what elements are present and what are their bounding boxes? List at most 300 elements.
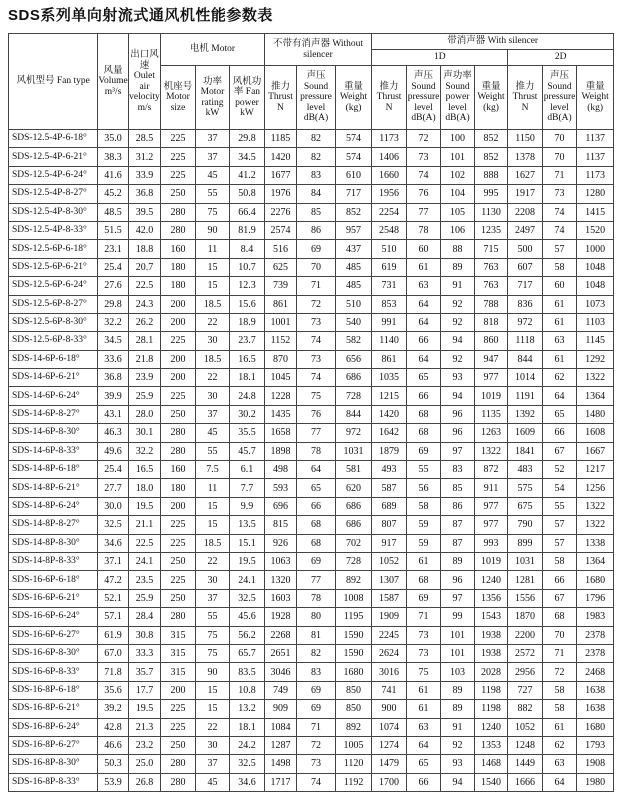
cell-model: SDS-12.5-6P-8-27°: [9, 295, 98, 313]
cell-1d-weight: 1235: [474, 221, 507, 239]
header-2d-thrust: 推力 Thrust N: [508, 66, 543, 130]
cell-1d-sound-pressure: 65: [406, 369, 441, 387]
performance-table: [8, 33, 614, 792]
cell-fan-power: 10.8: [230, 681, 265, 699]
cell-volume: 35.6: [98, 681, 128, 699]
cell-fan-power: 24.8: [230, 387, 265, 405]
cell-thrust: 1498: [264, 755, 296, 773]
cell-1d-sound-power: 99: [441, 608, 474, 626]
cell-2d-weight: 1638: [577, 700, 614, 718]
header-weight: 重量 Weight (kg): [335, 66, 372, 130]
cell-model: SDS-14-6P-6-18°: [9, 350, 98, 368]
cell-1d-sound-power: 93: [441, 369, 474, 387]
cell-weight: 582: [335, 332, 372, 350]
cell-fan-power: 83.5: [230, 663, 265, 681]
cell-model: SDS-16-6P-8-33°: [9, 663, 98, 681]
cell-1d-sound-pressure: 63: [406, 718, 441, 736]
cell-outlet-velocity: 25.0: [128, 755, 160, 773]
cell-sound-pressure: 69: [297, 681, 336, 699]
cell-motor-rating: 30: [195, 332, 230, 350]
cell-1d-sound-power: 97: [441, 589, 474, 607]
cell-1d-sound-power: 94: [441, 387, 474, 405]
cell-2d-thrust: 1627: [508, 166, 543, 184]
cell-2d-thrust: 1150: [508, 130, 543, 148]
cell-motor-size: 280: [161, 424, 196, 442]
cell-weight: 1680: [335, 663, 372, 681]
cell-2d-weight: 1680: [577, 718, 614, 736]
cell-thrust: 1152: [264, 332, 296, 350]
cell-1d-sound-power: 106: [441, 221, 474, 239]
cell-outlet-velocity: 30.8: [128, 626, 160, 644]
cell-1d-sound-pressure: 61: [406, 258, 441, 276]
cell-motor-size: 280: [161, 755, 196, 773]
cell-2d-weight: 1322: [577, 516, 614, 534]
cell-2d-thrust: 2497: [508, 221, 543, 239]
cell-volume: 32.5: [98, 516, 128, 534]
cell-fan-power: 13.5: [230, 516, 265, 534]
cell-2d-sound-pressure: 64: [542, 773, 577, 791]
cell-2d-weight: 2468: [577, 663, 614, 681]
cell-2d-sound-pressure: 63: [542, 755, 577, 773]
cell-outlet-velocity: 20.7: [128, 258, 160, 276]
cell-outlet-velocity: 21.1: [128, 516, 160, 534]
cell-2d-thrust: 1609: [508, 424, 543, 442]
cell-motor-rating: 45: [195, 773, 230, 791]
cell-sound-pressure: 64: [297, 461, 336, 479]
cell-thrust: 861: [264, 295, 296, 313]
cell-1d-thrust: 1479: [372, 755, 407, 773]
cell-thrust: 2574: [264, 221, 296, 239]
cell-1d-weight: 852: [474, 148, 507, 166]
cell-outlet-velocity: 26.2: [128, 313, 160, 331]
table-row: [9, 516, 614, 534]
cell-model: SDS-16-6P-6-24°: [9, 608, 98, 626]
cell-2d-weight: 1415: [577, 203, 614, 221]
cell-1d-thrust: 1700: [372, 773, 407, 791]
cell-volume: 32.2: [98, 313, 128, 331]
table-row: [9, 332, 614, 350]
cell-1d-sound-pressure: 76: [406, 185, 441, 203]
cell-fan-power: 30.2: [230, 405, 265, 423]
cell-weight: 510: [335, 295, 372, 313]
table-row: [9, 736, 614, 754]
cell-thrust: 1928: [264, 608, 296, 626]
cell-weight: 686: [335, 369, 372, 387]
cell-1d-weight: 1135: [474, 405, 507, 423]
cell-1d-sound-pressure: 75: [406, 663, 441, 681]
cell-outlet-velocity: 39.5: [128, 203, 160, 221]
cell-motor-size: 280: [161, 221, 196, 239]
cell-outlet-velocity: 28.5: [128, 130, 160, 148]
cell-1d-sound-pressure: 64: [406, 736, 441, 754]
cell-1d-sound-power: 89: [441, 681, 474, 699]
cell-motor-rating: 30: [195, 387, 230, 405]
cell-1d-sound-power: 101: [441, 148, 474, 166]
cell-weight: 717: [335, 185, 372, 203]
cell-weight: 850: [335, 681, 372, 699]
cell-2d-sound-pressure: 58: [542, 258, 577, 276]
cell-weight: 485: [335, 258, 372, 276]
cell-1d-sound-power: 91: [441, 277, 474, 295]
cell-thrust: 1420: [264, 148, 296, 166]
cell-sound-pressure: 78: [297, 442, 336, 460]
cell-outlet-velocity: 33.3: [128, 644, 160, 662]
cell-1d-sound-power: 105: [441, 203, 474, 221]
cell-thrust: 696: [264, 497, 296, 515]
cell-2d-sound-pressure: 55: [542, 497, 577, 515]
cell-thrust: 1084: [264, 718, 296, 736]
cell-volume: 33.6: [98, 350, 128, 368]
cell-thrust: 1898: [264, 442, 296, 460]
cell-1d-thrust: 1140: [372, 332, 407, 350]
cell-2d-weight: 1364: [577, 387, 614, 405]
cell-model: SDS-12.5-4P-6-18°: [9, 130, 98, 148]
cell-weight: 574: [335, 130, 372, 148]
cell-motor-size: 225: [161, 718, 196, 736]
cell-1d-weight: 872: [474, 461, 507, 479]
cell-motor-rating: 75: [195, 626, 230, 644]
cell-1d-sound-pressure: 71: [406, 608, 441, 626]
cell-motor-rating: 37: [195, 405, 230, 423]
table-row: [9, 442, 614, 460]
cell-sound-pressure: 75: [297, 387, 336, 405]
cell-2d-weight: 1073: [577, 295, 614, 313]
cell-2d-thrust: 1118: [508, 332, 543, 350]
cell-model: SDS-12.5-4P-8-33°: [9, 221, 98, 239]
cell-2d-thrust: 1870: [508, 608, 543, 626]
cell-outlet-velocity: 32.2: [128, 442, 160, 460]
cell-weight: 1192: [335, 773, 372, 791]
table-row: [9, 773, 614, 791]
cell-2d-sound-pressure: 67: [542, 442, 577, 460]
cell-2d-thrust: 1052: [508, 718, 543, 736]
cell-motor-rating: 30: [195, 736, 230, 754]
cell-sound-pressure: 78: [297, 589, 336, 607]
cell-weight: 581: [335, 461, 372, 479]
cell-motor-size: 280: [161, 608, 196, 626]
cell-motor-size: 225: [161, 516, 196, 534]
cell-motor-size: 180: [161, 258, 196, 276]
cell-weight: 485: [335, 277, 372, 295]
cell-1d-sound-power: 104: [441, 185, 474, 203]
cell-fan-power: 18.1: [230, 369, 265, 387]
cell-model: SDS-14-8P-8-27°: [9, 516, 98, 534]
cell-1d-thrust: 861: [372, 350, 407, 368]
cell-outlet-velocity: 22.5: [128, 277, 160, 295]
cell-motor-rating: 18.5: [195, 295, 230, 313]
cell-volume: 46.3: [98, 424, 128, 442]
cell-fan-power: 65.7: [230, 644, 265, 662]
cell-weight: 850: [335, 700, 372, 718]
cell-2d-sound-pressure: 61: [542, 350, 577, 368]
cell-1d-weight: 1540: [474, 773, 507, 791]
cell-sound-pressure: 83: [297, 166, 336, 184]
cell-model: SDS-14-6P-6-21°: [9, 369, 98, 387]
cell-fan-power: 24.2: [230, 736, 265, 754]
cell-1d-thrust: 1660: [372, 166, 407, 184]
cell-volume: 51.5: [98, 221, 128, 239]
cell-motor-rating: 22: [195, 313, 230, 331]
cell-motor-size: 250: [161, 185, 196, 203]
cell-fan-power: 10.7: [230, 258, 265, 276]
header-model: 风机型号 Fan type: [9, 34, 98, 130]
cell-2d-thrust: 972: [508, 313, 543, 331]
cell-2d-weight: 1280: [577, 185, 614, 203]
cell-motor-size: 315: [161, 644, 196, 662]
cell-sound-pressure: 74: [297, 773, 336, 791]
cell-sound-pressure: 71: [297, 718, 336, 736]
cell-1d-sound-pressure: 73: [406, 626, 441, 644]
cell-model: SDS-16-6P-6-18°: [9, 571, 98, 589]
cell-2d-sound-pressure: 64: [542, 387, 577, 405]
cell-1d-weight: 1938: [474, 626, 507, 644]
cell-1d-sound-pressure: 68: [406, 424, 441, 442]
cell-1d-weight: 1353: [474, 736, 507, 754]
cell-model: SDS-14-8P-6-24°: [9, 497, 98, 515]
cell-sound-pressure: 84: [297, 185, 336, 203]
cell-1d-sound-power: 94: [441, 332, 474, 350]
cell-motor-rating: 30: [195, 571, 230, 589]
cell-1d-sound-pressure: 69: [406, 589, 441, 607]
cell-outlet-velocity: 19.5: [128, 700, 160, 718]
cell-thrust: 625: [264, 258, 296, 276]
cell-2d-thrust: 483: [508, 461, 543, 479]
cell-volume: 49.6: [98, 442, 128, 460]
cell-outlet-velocity: 26.8: [128, 773, 160, 791]
header-2d-sound-pressure: 声压 Sound pressure level dB(A): [542, 66, 577, 130]
cell-outlet-velocity: 17.7: [128, 681, 160, 699]
cell-outlet-velocity: 19.5: [128, 497, 160, 515]
table-row: [9, 387, 614, 405]
cell-outlet-velocity: 28.0: [128, 405, 160, 423]
cell-1d-weight: 947: [474, 350, 507, 368]
cell-2d-thrust: 717: [508, 277, 543, 295]
cell-motor-rating: 15: [195, 700, 230, 718]
cell-thrust: 1677: [264, 166, 296, 184]
cell-sound-pressure: 73: [297, 350, 336, 368]
cell-sound-pressure: 69: [297, 700, 336, 718]
cell-outlet-velocity: 31.2: [128, 148, 160, 166]
cell-1d-sound-pressure: 72: [406, 130, 441, 148]
cell-weight: 1590: [335, 644, 372, 662]
cell-volume: 39.2: [98, 700, 128, 718]
cell-1d-weight: 1240: [474, 718, 507, 736]
cell-outlet-velocity: 42.0: [128, 221, 160, 239]
cell-2d-sound-pressure: 73: [542, 185, 577, 203]
table-row: [9, 258, 614, 276]
cell-volume: 35.0: [98, 130, 128, 148]
table-row: [9, 552, 614, 570]
cell-1d-sound-power: 96: [441, 571, 474, 589]
cell-1d-sound-power: 89: [441, 258, 474, 276]
cell-2d-weight: 1908: [577, 755, 614, 773]
cell-model: SDS-16-6P-6-27°: [9, 626, 98, 644]
cell-2d-sound-pressure: 71: [542, 166, 577, 184]
cell-2d-thrust: 1449: [508, 755, 543, 773]
cell-1d-thrust: 689: [372, 497, 407, 515]
cell-model: SDS-14-8P-8-33°: [9, 552, 98, 570]
cell-weight: 1031: [335, 442, 372, 460]
cell-motor-size: 200: [161, 497, 196, 515]
cell-thrust: 1435: [264, 405, 296, 423]
table-row: [9, 424, 614, 442]
cell-1d-sound-pressure: 61: [406, 681, 441, 699]
cell-1d-thrust: 1173: [372, 130, 407, 148]
cell-model: SDS-16-6P-8-30°: [9, 644, 98, 662]
cell-2d-sound-pressure: 57: [542, 534, 577, 552]
cell-2d-weight: 1137: [577, 148, 614, 166]
cell-motor-rating: 75: [195, 203, 230, 221]
cell-model: SDS-14-6P-8-33°: [9, 442, 98, 460]
cell-1d-weight: 1198: [474, 700, 507, 718]
cell-motor-rating: 45: [195, 424, 230, 442]
cell-motor-rating: 15: [195, 258, 230, 276]
cell-2d-weight: 1680: [577, 571, 614, 589]
cell-fan-power: 81.9: [230, 221, 265, 239]
cell-weight: 686: [335, 516, 372, 534]
cell-1d-sound-pressure: 64: [406, 295, 441, 313]
cell-thrust: 2268: [264, 626, 296, 644]
header-motor-size: 机座号 Motor size: [161, 66, 196, 130]
cell-1d-sound-pressure: 74: [406, 166, 441, 184]
table-row: [9, 166, 614, 184]
cell-thrust: 1063: [264, 552, 296, 570]
cell-1d-sound-pressure: 64: [406, 350, 441, 368]
cell-1d-sound-pressure: 58: [406, 497, 441, 515]
cell-thrust: 870: [264, 350, 296, 368]
cell-volume: 53.9: [98, 773, 128, 791]
cell-motor-size: 200: [161, 369, 196, 387]
cell-motor-size: 180: [161, 277, 196, 295]
cell-model: SDS-14-6P-6-24°: [9, 387, 98, 405]
cell-weight: 728: [335, 387, 372, 405]
cell-1d-sound-power: 92: [441, 313, 474, 331]
cell-1d-sound-pressure: 63: [406, 277, 441, 295]
cell-motor-rating: 55: [195, 608, 230, 626]
cell-outlet-velocity: 28.1: [128, 332, 160, 350]
cell-thrust: 593: [264, 479, 296, 497]
page-title: SDS系列单向射流式通风机性能参数表: [8, 7, 273, 24]
cell-2d-weight: 1145: [577, 332, 614, 350]
cell-motor-size: 280: [161, 773, 196, 791]
cell-1d-thrust: 1274: [372, 736, 407, 754]
cell-2d-weight: 1796: [577, 589, 614, 607]
cell-thrust: 1603: [264, 589, 296, 607]
cell-2d-thrust: 844: [508, 350, 543, 368]
cell-motor-rating: 22: [195, 552, 230, 570]
cell-1d-weight: 993: [474, 534, 507, 552]
cell-1d-sound-power: 100: [441, 130, 474, 148]
cell-volume: 41.6: [98, 166, 128, 184]
header-sound-pressure: 声压 Sound pressure level dB(A): [297, 66, 336, 130]
cell-fan-power: 12.3: [230, 277, 265, 295]
cell-motor-size: 225: [161, 571, 196, 589]
cell-2d-thrust: 500: [508, 240, 543, 258]
cell-2d-sound-pressure: 70: [542, 130, 577, 148]
header-with-silencer: 带消声器 With silencer: [372, 34, 614, 50]
cell-volume: 25.4: [98, 461, 128, 479]
cell-2d-thrust: 1031: [508, 552, 543, 570]
cell-1d-weight: 1322: [474, 442, 507, 460]
table-row: [9, 626, 614, 644]
cell-1d-thrust: 1956: [372, 185, 407, 203]
cell-fan-power: 7.7: [230, 479, 265, 497]
cell-motor-rating: 15: [195, 681, 230, 699]
cell-volume: 57.1: [98, 608, 128, 626]
cell-1d-weight: 995: [474, 185, 507, 203]
cell-outlet-velocity: 36.8: [128, 185, 160, 203]
cell-2d-weight: 2378: [577, 644, 614, 662]
cell-fan-power: 34.6: [230, 773, 265, 791]
header-outlet-velocity: 出口风速 Oulet air velocity m/s: [128, 34, 160, 130]
cell-model: SDS-16-8P-6-24°: [9, 718, 98, 736]
cell-model: SDS-16-8P-8-30°: [9, 755, 98, 773]
header-without-silencer: 不带有消声器 Without silencer: [264, 34, 372, 66]
cell-outlet-velocity: 23.2: [128, 736, 160, 754]
cell-outlet-velocity: 35.7: [128, 663, 160, 681]
cell-1d-sound-power: 89: [441, 552, 474, 570]
cell-volume: 52.1: [98, 589, 128, 607]
cell-2d-weight: 1364: [577, 552, 614, 570]
cell-fan-power: 19.5: [230, 552, 265, 570]
cell-2d-weight: 1983: [577, 608, 614, 626]
cell-1d-sound-power: 93: [441, 755, 474, 773]
cell-model: SDS-12.5-4P-8-30°: [9, 203, 98, 221]
cell-model: SDS-14-8P-6-18°: [9, 461, 98, 479]
cell-motor-size: 250: [161, 552, 196, 570]
cell-fan-power: 9.9: [230, 497, 265, 515]
cell-2d-weight: 1322: [577, 369, 614, 387]
cell-2d-weight: 1793: [577, 736, 614, 754]
cell-motor-size: 250: [161, 736, 196, 754]
cell-fan-power: 41.2: [230, 166, 265, 184]
cell-1d-thrust: 1052: [372, 552, 407, 570]
cell-1d-thrust: 1215: [372, 387, 407, 405]
table-row: [9, 148, 614, 166]
cell-outlet-velocity: 24.1: [128, 552, 160, 570]
cell-outlet-velocity: 21.8: [128, 350, 160, 368]
cell-2d-thrust: 1392: [508, 405, 543, 423]
cell-model: SDS-14-8P-6-21°: [9, 479, 98, 497]
cell-2d-thrust: 882: [508, 700, 543, 718]
cell-1d-sound-power: 85: [441, 479, 474, 497]
cell-2d-weight: 1048: [577, 277, 614, 295]
cell-1d-weight: 1356: [474, 589, 507, 607]
cell-1d-thrust: 1406: [372, 148, 407, 166]
cell-2d-sound-pressure: 58: [542, 552, 577, 570]
cell-outlet-velocity: 25.9: [128, 387, 160, 405]
cell-1d-weight: 1263: [474, 424, 507, 442]
table-row: [9, 185, 614, 203]
cell-1d-sound-pressure: 65: [406, 755, 441, 773]
cell-thrust: 498: [264, 461, 296, 479]
cell-sound-pressure: 82: [297, 644, 336, 662]
cell-sound-pressure: 82: [297, 148, 336, 166]
cell-volume: 25.4: [98, 258, 128, 276]
cell-1d-sound-power: 97: [441, 442, 474, 460]
cell-volume: 30.0: [98, 497, 128, 515]
cell-motor-rating: 37: [195, 148, 230, 166]
table-row: [9, 681, 614, 699]
cell-2d-thrust: 675: [508, 497, 543, 515]
cell-motor-rating: 55: [195, 442, 230, 460]
cell-sound-pressure: 77: [297, 424, 336, 442]
cell-sound-pressure: 74: [297, 369, 336, 387]
cell-volume: 67.0: [98, 644, 128, 662]
cell-weight: 728: [335, 552, 372, 570]
header-1d-sound-pressure: 声压 Sound pressure level dB(A): [406, 66, 441, 130]
cell-motor-rating: 11: [195, 240, 230, 258]
